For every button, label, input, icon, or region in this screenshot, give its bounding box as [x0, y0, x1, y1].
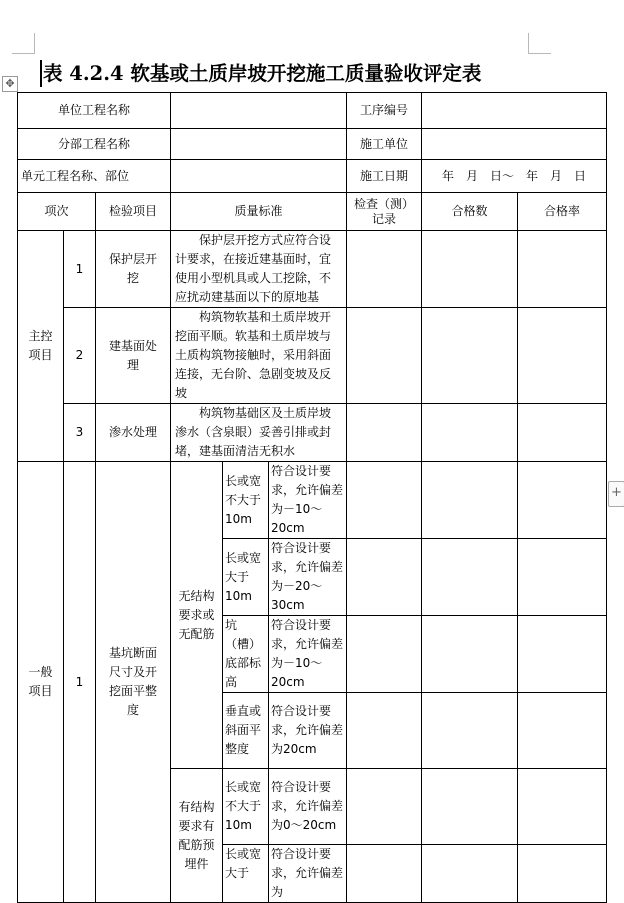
element-project-value[interactable]: [171, 160, 347, 193]
add-column-icon[interactable]: +: [608, 481, 624, 507]
main-row-item: 渗水处理: [96, 404, 171, 462]
general-row-pass-count[interactable]: [422, 693, 518, 769]
unit-project-label: 单位工程名称: [18, 93, 171, 129]
main-row-standard: 构筑物软基和土质岸坡开挖面平顺。软基和土质岸坡与土质构筑物接触时，采用斜面连接，无台阶、急剧变坡及反坡: [171, 308, 347, 404]
sub-item-label: 长或宽不大于10m: [223, 769, 269, 845]
sub-item-label: 长或宽大于10m: [223, 539, 269, 616]
general-row-pass-rate[interactable]: [518, 769, 607, 845]
general-row-item: 基坑断面尺寸及开挖面平整度: [96, 462, 171, 903]
general-row-record[interactable]: [347, 769, 422, 845]
general-row-pass-count[interactable]: [422, 539, 518, 616]
col-standard: 质量标准: [171, 193, 347, 231]
page-corner-mark-top-left: [12, 33, 35, 54]
sub-item-standard: 符合设计要求，允许偏差为－10～20cm: [269, 616, 347, 693]
main-row-item: 保护层开挖: [96, 231, 171, 308]
header-row-sub: [18, 129, 607, 160]
sub-item-standard: 符合设计要求，允许偏差为: [269, 845, 347, 903]
main-row-pass-rate[interactable]: [518, 231, 607, 308]
main-row-3: [18, 404, 607, 462]
sub-item-label: 坑（槽）底部标高: [223, 616, 269, 693]
general-row-pass-count[interactable]: [422, 616, 518, 693]
sub-project-value[interactable]: [171, 129, 347, 160]
col-record: 检查（测）记录: [347, 193, 422, 231]
process-no-value[interactable]: [422, 93, 607, 129]
general-row-record[interactable]: [347, 462, 422, 539]
unit-project-value[interactable]: [171, 93, 347, 129]
group-with-structure-label: 有结构要求有配筋预埋件: [171, 769, 223, 903]
constructor-value[interactable]: [422, 129, 607, 160]
general-row-pass-rate[interactable]: [518, 539, 607, 616]
general-items-label: 一般项目: [18, 462, 64, 903]
element-project-label: 单元工程名称、部位: [18, 160, 171, 193]
sub-item-standard: 符合设计要求，允许偏差为20cm: [269, 693, 347, 769]
document-title: 表 4.2.4 软基或土质岸坡开挖施工质量验收评定表: [43, 62, 482, 85]
main-row-2: [18, 308, 607, 404]
main-row-pass-rate[interactable]: [518, 308, 607, 404]
sub-item-label: 垂直或斜面平整度: [223, 693, 269, 769]
column-header-row: [18, 193, 607, 231]
sub-item-standard: 符合设计要求，允许偏差为0～20cm: [269, 769, 347, 845]
main-row-standard: 保护层开挖方式应符合设计要求，在接近建基面时，宜使用小型机具或人工挖除，不应扰动建基面以下的原地基: [171, 231, 347, 308]
sub-project-label: 分部工程名称: [18, 129, 171, 160]
text-cursor: [40, 60, 42, 87]
general-row-pass-rate[interactable]: [518, 462, 607, 539]
main-row-no: 3: [64, 404, 96, 462]
general-row-record[interactable]: [347, 616, 422, 693]
sub-item-label: 长或宽不大于10m: [223, 462, 269, 539]
general-row-1: [18, 462, 607, 539]
general-row-pass-rate[interactable]: [518, 693, 607, 769]
header-row-element: [18, 160, 607, 193]
main-row-standard: 构筑物基础区及土质岸坡渗水（含泉眼）妥善引排或封堵，建基面清洁无积水: [171, 404, 347, 462]
quality-evaluation-table: [17, 92, 607, 903]
main-row-record[interactable]: [347, 308, 422, 404]
process-no-label: 工序编号: [347, 93, 422, 129]
col-pass-rate: 合格率: [518, 193, 607, 231]
general-row-pass-rate[interactable]: [518, 845, 607, 903]
general-row-record[interactable]: [347, 845, 422, 903]
constructor-label: 施工单位: [347, 129, 422, 160]
main-row-pass-rate[interactable]: [518, 404, 607, 462]
col-item-class: 项次: [18, 193, 96, 231]
general-row-record[interactable]: [347, 693, 422, 769]
date-label: 施工日期: [347, 160, 422, 193]
main-row-record[interactable]: [347, 231, 422, 308]
group-no-structure-label: 无结构要求或无配筋: [171, 462, 223, 769]
main-row-record[interactable]: [347, 404, 422, 462]
general-row-pass-count[interactable]: [422, 769, 518, 845]
col-check-item: 检验项目: [96, 193, 171, 231]
general-row-pass-count[interactable]: [422, 845, 518, 903]
sub-item-label: 长或宽大于: [223, 845, 269, 903]
general-row-no: 1: [64, 462, 96, 903]
date-value[interactable]: 年 月 日～ 年 月 日: [422, 160, 607, 193]
col-pass-count: 合格数: [422, 193, 518, 231]
main-row-1: [18, 231, 607, 308]
sub-item-standard: 符合设计要求，允许偏差为－10～20cm: [269, 462, 347, 539]
header-row-unit: [18, 93, 607, 129]
main-row-pass-count[interactable]: [422, 404, 518, 462]
general-row-record[interactable]: [347, 539, 422, 616]
table-move-handle-icon[interactable]: ✥: [2, 76, 18, 92]
general-row-pass-count[interactable]: [422, 462, 518, 539]
main-row-no: 2: [64, 308, 96, 404]
page-corner-mark-top-right: [528, 33, 551, 54]
general-row-pass-rate[interactable]: [518, 616, 607, 693]
main-items-label: 主控项目: [18, 231, 64, 462]
main-row-pass-count[interactable]: [422, 231, 518, 308]
main-row-item: 建基面处理: [96, 308, 171, 404]
main-row-no: 1: [64, 231, 96, 308]
main-row-pass-count[interactable]: [422, 308, 518, 404]
sub-item-standard: 符合设计要求，允许偏差为－20～30cm: [269, 539, 347, 616]
